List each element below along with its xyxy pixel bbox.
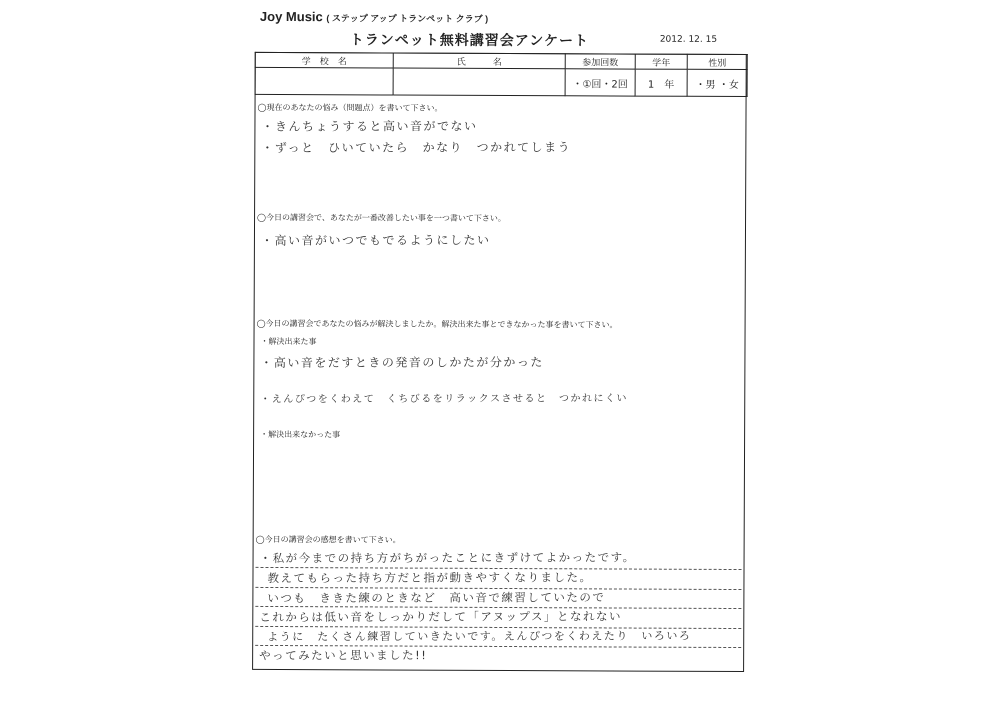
grade-header: 学年: [635, 54, 687, 69]
school-field[interactable]: [255, 67, 393, 95]
name-header: 氏 名: [393, 53, 565, 69]
info-table: [255, 52, 748, 97]
answer-line: ・えんぴつをくわえて くちびるをリラックスさせると つかれにくい: [260, 393, 628, 406]
solved-label: ・解決出来た事: [260, 336, 317, 347]
question-solved: ◯今日の講習会であなたの悩みが解決しましたか。解決出来た事とできなかった事を書いて下さい。: [256, 318, 618, 330]
survey-date: 2012. 12. 15: [659, 34, 718, 45]
page-title: トランペット無料講習会アンケート: [349, 32, 590, 50]
brand: [260, 9, 488, 25]
attendance-field[interactable]: ・①回・2回: [565, 69, 635, 96]
answer-line: ・きんちょうすると高い音がでない: [261, 119, 478, 134]
name-field[interactable]: [393, 68, 565, 96]
survey-sheet: [237, 0, 770, 701]
brand-name: Joy Music: [259, 8, 323, 25]
answer-line: ・高い音をだすときの発音のしかたが分かった: [260, 355, 544, 370]
question-improve: ◯今日の講習会で、あなたが一番改善したい事を一つ書いて下さい。: [257, 212, 506, 224]
question-impressions: ◯今日の講習会の感想を書いて下さい。: [255, 534, 401, 545]
impression-line: やってみたいと思いました!!: [259, 648, 428, 663]
gender-header: 性別: [687, 54, 747, 69]
impression-line: これからは低い音をしっかりだして「アヌップス」となれない: [259, 609, 623, 625]
impression-line: 教えてもらった持ち方だと指が動きやすくなりました。: [267, 570, 593, 586]
impression-line: ・私が今までの持ち方がちがったことにきずけてよかったです。: [259, 550, 636, 566]
attendance-header: 参加回数: [565, 54, 635, 69]
impression-line: ように たくさん練習していきたいです。えんぴつをくわえたり いろいろ: [267, 629, 692, 644]
answer-line: ・高い音がいつでもでるようにしたい: [260, 233, 491, 248]
unsolved-label: ・解決出来なかった事: [260, 429, 341, 440]
info-value-row: [255, 67, 747, 96]
answer-line: ・ずっと ひいていたら かなり つかれてしまう: [261, 140, 572, 156]
impression-line: いつも ききた練のときなど 高い音で練習していたので: [267, 590, 606, 606]
school-header: 学 校 名: [255, 52, 393, 68]
grade-field[interactable]: 1 年: [635, 69, 687, 96]
brand-subtitle: ( ステップ アップ トランペット クラブ ): [326, 13, 489, 24]
question-concerns: ◯現在のあなたの悩み（問題点）を書いて下さい。: [257, 102, 443, 113]
gender-field[interactable]: ・男 ・女: [687, 69, 747, 96]
